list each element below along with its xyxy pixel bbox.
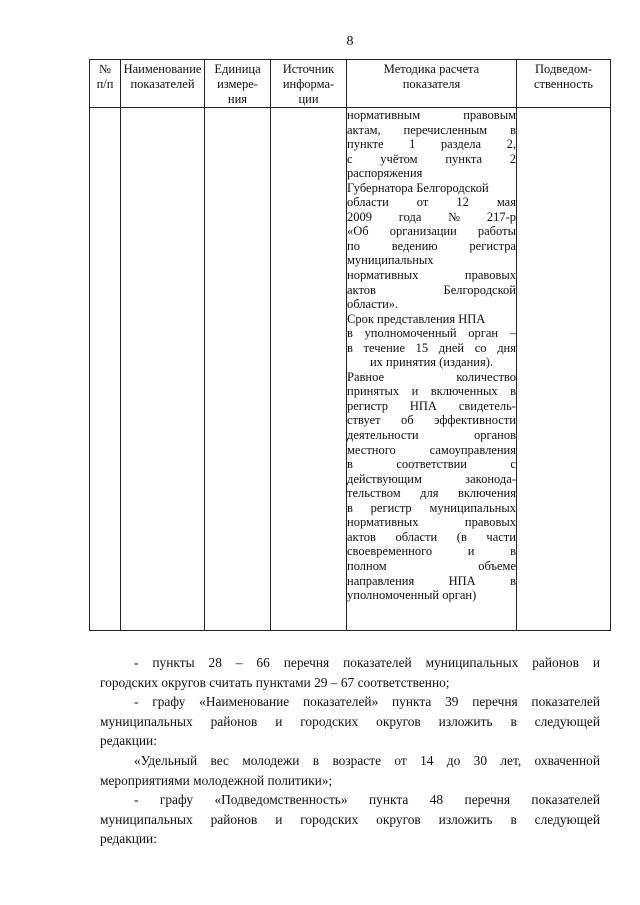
word: ведению: [391, 238, 438, 253]
word: местного: [347, 442, 396, 457]
word: 2: [509, 151, 516, 166]
methodology-line: [347, 559, 516, 574]
word: принятых: [347, 384, 400, 399]
word: НПА: [409, 398, 437, 413]
methodology-line: [347, 326, 516, 341]
methodology-line: [347, 224, 516, 239]
word: свидетель-: [458, 398, 516, 413]
word: №: [448, 209, 461, 224]
word: своевременного: [347, 544, 433, 559]
methodology-line: [347, 472, 516, 487]
word: (в: [456, 529, 467, 544]
word: в: [347, 326, 353, 341]
paragraph-line: - пункты 28 – 66 перечня показателей муниципальных районов и: [134, 655, 600, 670]
methodology-line: [347, 501, 516, 516]
amendment-paragraph: [100, 653, 600, 692]
cell-subordination: [517, 108, 611, 631]
word: и: [411, 384, 419, 399]
word: мая: [496, 195, 516, 210]
word: правовым: [463, 108, 516, 122]
amendment-paragraph: [100, 751, 600, 790]
word: учётом: [380, 151, 418, 166]
paragraph-line: муниципальных районов и городских округов изложить в следующей: [100, 811, 600, 827]
word: дня: [497, 340, 516, 355]
word: 217-р: [486, 209, 516, 224]
word: правовых: [464, 515, 516, 530]
methodology-line: [347, 457, 516, 472]
word: объеме: [478, 558, 516, 573]
word: 1: [409, 137, 416, 152]
word: пункте: [347, 137, 384, 152]
paragraph-line: редакции:: [100, 733, 157, 749]
word: актам,: [347, 122, 381, 137]
word: «Об: [347, 224, 369, 239]
page-number: 8: [346, 34, 354, 49]
methodology-line: муниципальных: [347, 253, 434, 268]
amendment-paragraph: [100, 692, 600, 751]
word: по: [347, 238, 360, 253]
paragraph-line: редакции:: [100, 831, 157, 847]
methodology-line: [347, 399, 516, 414]
table-row: [90, 108, 611, 631]
table-header-row: [90, 60, 611, 108]
header-number: № п/п: [90, 60, 121, 108]
cell-methodology: [347, 108, 517, 631]
word: в: [510, 384, 516, 399]
word: 2,: [506, 137, 516, 152]
methodology-line: [347, 268, 516, 283]
word: 12: [456, 195, 469, 210]
word: уполномоченный: [364, 326, 457, 341]
word: с: [347, 151, 353, 166]
header-unit: Единица измере- ния: [205, 60, 271, 108]
methodology-line: [347, 152, 516, 167]
methodology-line: [347, 443, 516, 458]
paragraph-line: - графу «Подведомственность» пункта 48 перечня показателей: [134, 792, 600, 808]
methodology-line: [347, 195, 516, 210]
methodology-line: [347, 137, 516, 152]
cell-indicator-name: [121, 108, 205, 631]
paragraph-line: городских округов считать пунктами 29 – 67 соответственно;: [100, 674, 450, 690]
paragraph-line: мероприятиями молодежной политики»;: [100, 772, 333, 788]
methodology-line: Губернатора Белгородской: [347, 180, 489, 195]
methodology-line: [347, 341, 516, 356]
word: Белгородской: [443, 282, 516, 297]
indicators-table: [89, 59, 611, 631]
word: пункта: [445, 151, 483, 166]
methodology-line: области».: [347, 297, 399, 312]
methodology-line: [347, 123, 516, 138]
methodology-line: Срок представления НПА: [347, 311, 486, 326]
word: деятельности: [347, 428, 419, 443]
word: орган: [468, 326, 499, 341]
word: муниципальных: [429, 500, 516, 515]
word: области: [395, 529, 438, 544]
methodology-line: [347, 283, 516, 298]
word: тельством: [347, 486, 401, 501]
word: нормативных: [347, 268, 419, 283]
word: и: [467, 544, 475, 559]
methodology-line: распоряжения: [347, 166, 423, 181]
word: нормативным: [347, 108, 421, 122]
methodology-line: [347, 239, 516, 254]
word: в: [510, 122, 516, 137]
word: направления: [347, 573, 415, 588]
word: работы: [477, 224, 516, 239]
amendment-paragraph: [100, 790, 600, 849]
word: нормативных: [347, 515, 419, 530]
word: полном: [347, 558, 387, 573]
word: раздела: [440, 137, 482, 152]
methodology-line: [347, 370, 516, 385]
cell-number: [90, 108, 121, 631]
methodology-line: [347, 413, 516, 428]
methodology-line: [347, 210, 516, 225]
word: года: [398, 209, 422, 224]
word: области: [347, 195, 389, 210]
paragraph-line: «Удельный вес молодежи в возрасте от 14 до 30 лет, охваченной: [134, 752, 600, 768]
header-source: Источник информа- ции: [271, 60, 347, 108]
word: дней: [438, 340, 465, 355]
word: включенных: [430, 384, 498, 399]
word: включения: [457, 486, 516, 501]
word: в: [347, 457, 353, 472]
word: течение: [363, 340, 406, 355]
word: 15: [415, 340, 429, 355]
word: со: [474, 340, 487, 355]
header-indicator-name: Наименование показателей: [121, 60, 205, 108]
word: эффективности: [434, 413, 516, 428]
word: количество: [456, 369, 516, 384]
word: в: [347, 340, 353, 355]
word: об: [401, 413, 414, 428]
word: ствует: [347, 413, 381, 428]
word: органов: [473, 428, 516, 443]
methodology-line: [347, 486, 516, 501]
word: соответствии: [396, 457, 467, 472]
methodology-line: их принятия (издания).: [369, 355, 494, 370]
word: актов: [347, 282, 376, 297]
word: самоуправления: [429, 442, 516, 457]
word: регистр: [347, 398, 389, 413]
word: законода-: [465, 471, 516, 486]
word: части: [486, 529, 516, 544]
word: актов: [347, 529, 376, 544]
paragraph-line: муниципальных районов и городских округов изложить в следующей: [100, 713, 600, 729]
word: с: [510, 457, 516, 472]
word: 2009: [347, 209, 372, 224]
word: в: [347, 500, 353, 515]
paragraph-line: - графу «Наименование показателей» пункта 39 перечня показателей: [134, 694, 600, 710]
methodology-line: [347, 108, 516, 123]
word: в: [510, 544, 516, 559]
word: действующим: [347, 471, 422, 486]
word: регистра: [469, 238, 516, 253]
methodology-line: [347, 574, 516, 589]
word: в: [510, 573, 516, 588]
methodology-line: [347, 384, 516, 399]
header-methodology: Методика расчета показателя: [347, 60, 517, 108]
header-subordination: Подведом- ственность: [517, 60, 611, 108]
amendments-text: [100, 653, 600, 849]
word: регистр: [370, 500, 412, 515]
word: правовых: [464, 268, 516, 283]
methodology-line: [347, 515, 516, 530]
word: перечисленным: [403, 122, 488, 137]
word: для: [420, 486, 439, 501]
cell-source: [271, 108, 347, 631]
methodology-line: [347, 530, 516, 545]
methodology-line: уполномоченный орган): [347, 588, 477, 603]
methodology-line: [347, 544, 516, 559]
word: –: [509, 326, 516, 341]
cell-unit: [205, 108, 271, 631]
word: Равное: [347, 369, 385, 384]
word: НПА: [448, 573, 476, 588]
methodology-line: [347, 428, 516, 443]
word: от: [416, 195, 429, 210]
word: организации: [389, 224, 457, 239]
